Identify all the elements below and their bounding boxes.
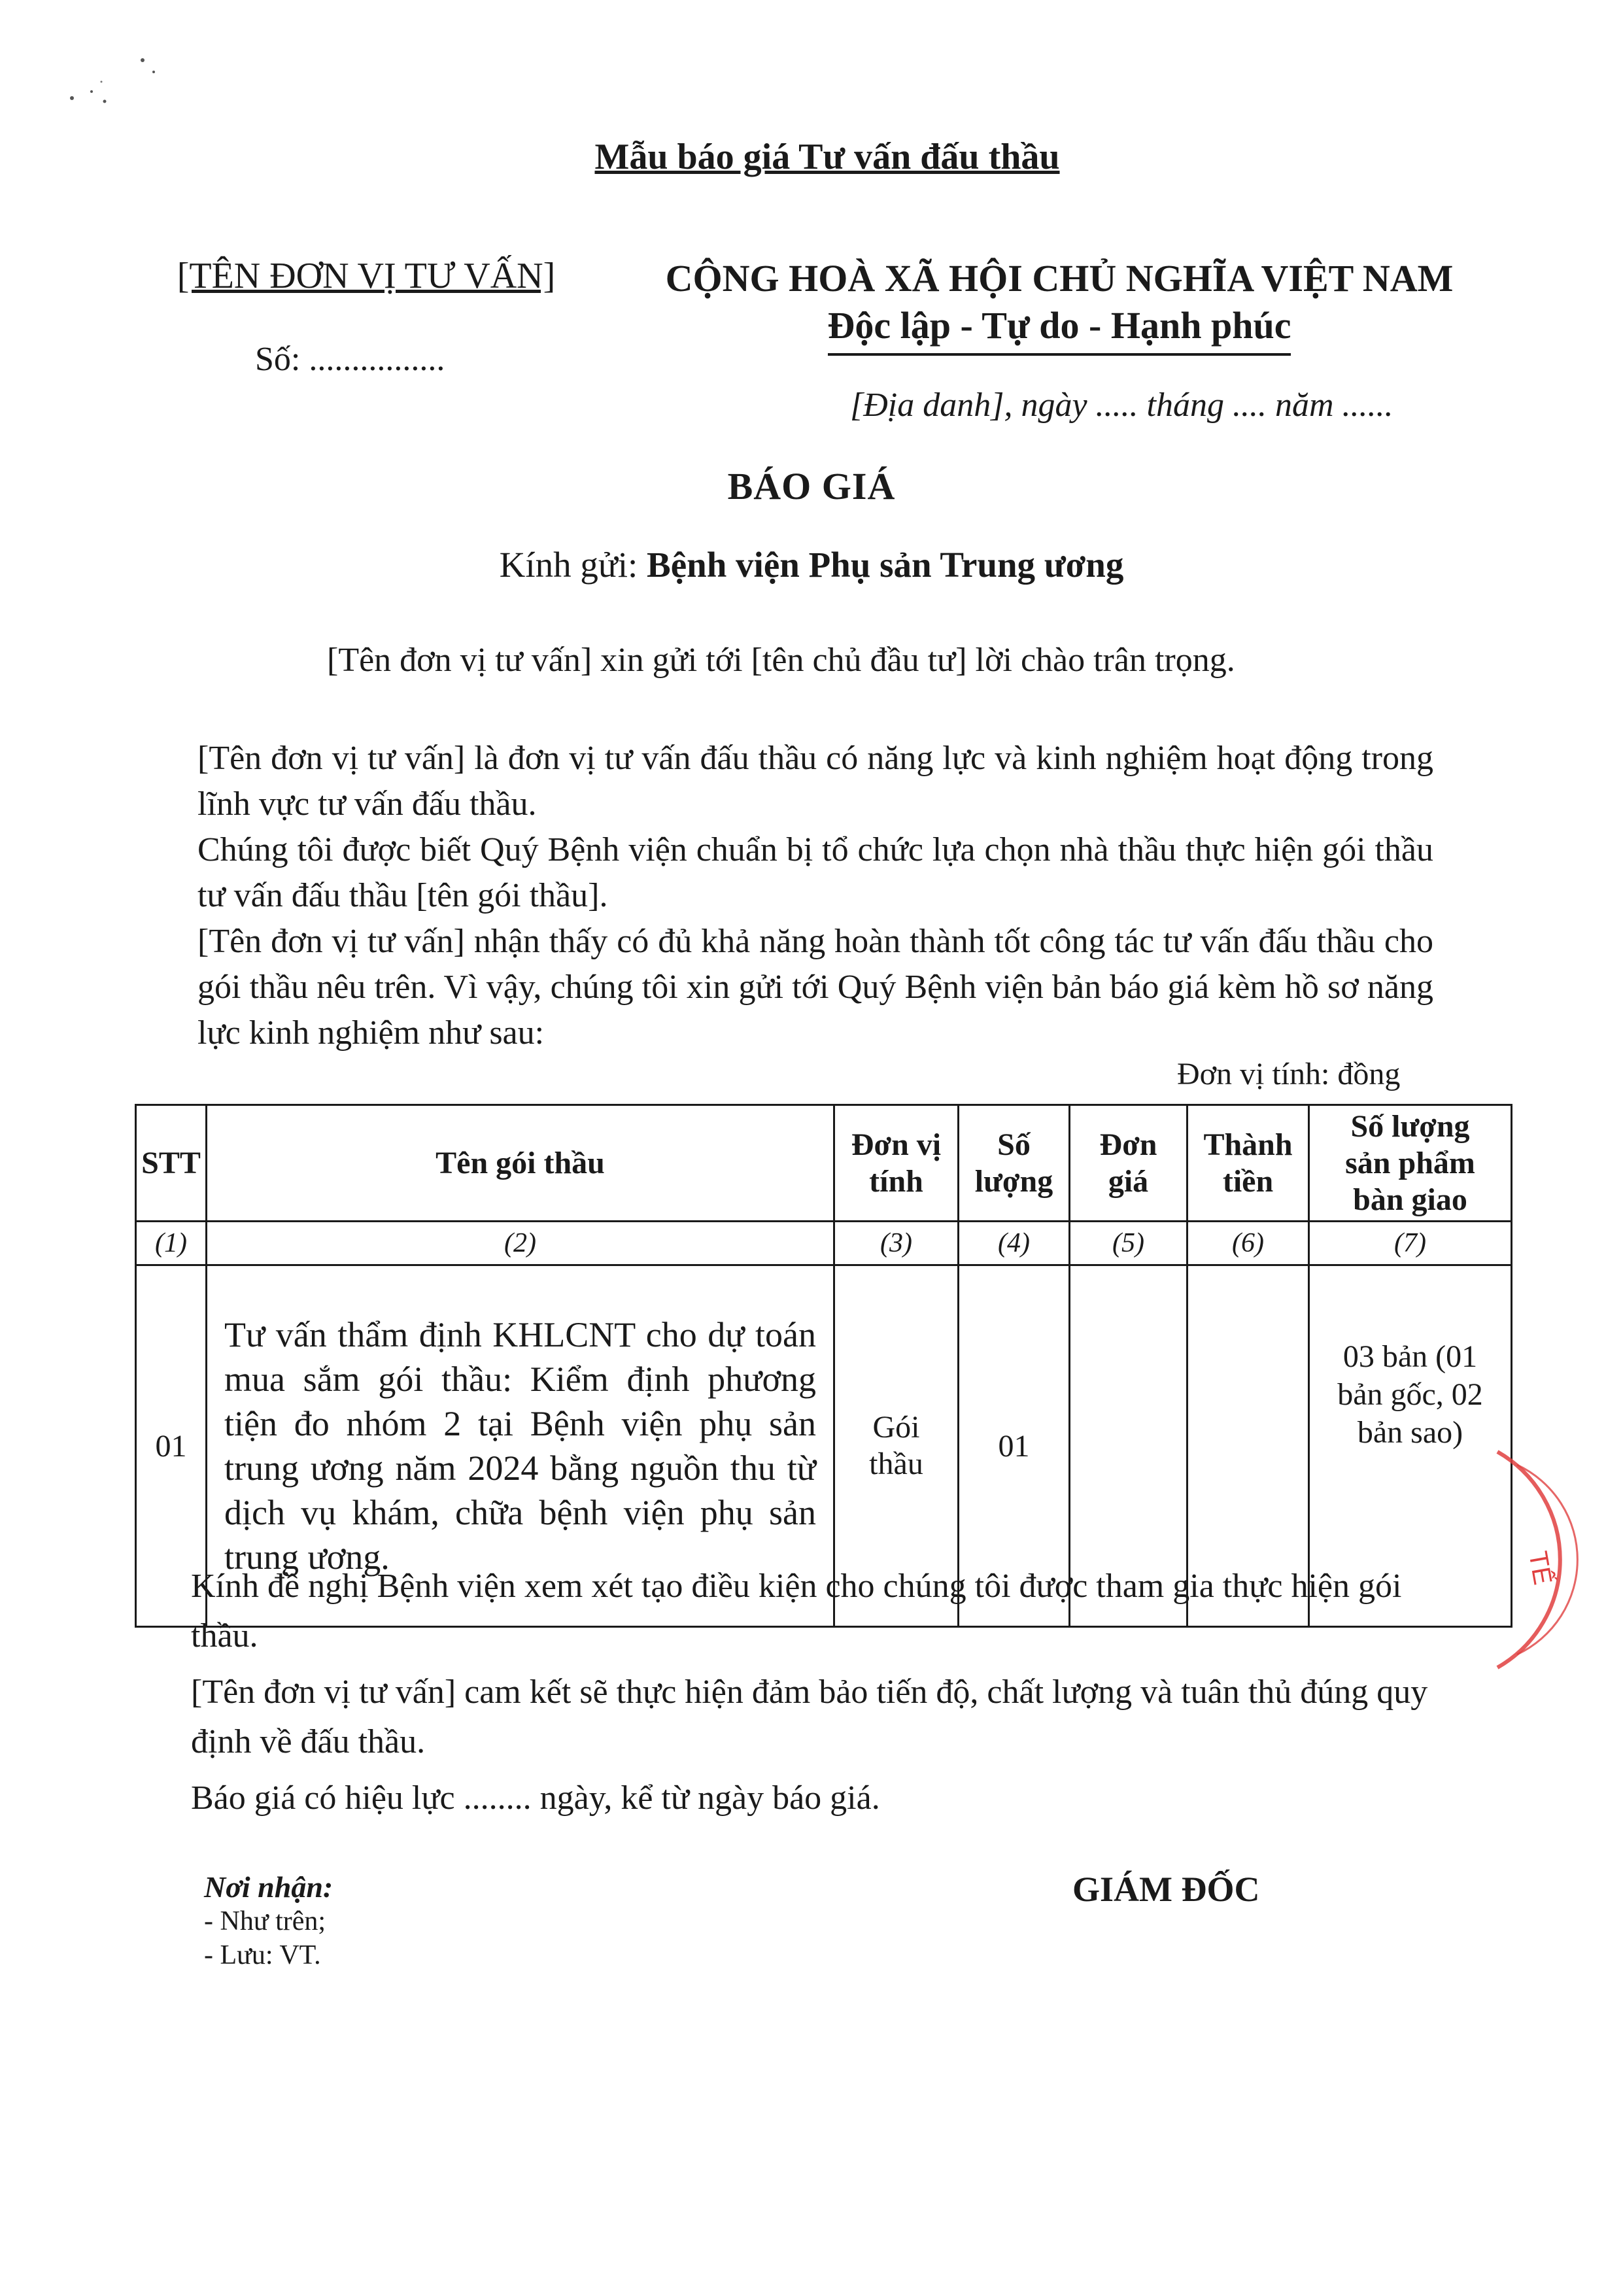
cell-qty: 01 bbox=[959, 1265, 1070, 1627]
col-number: (2) bbox=[207, 1222, 834, 1265]
header-stt: STT bbox=[136, 1105, 207, 1222]
cell-deliverables: 03 bản (01 bản gốc, 02 bản sao) bbox=[1309, 1265, 1512, 1627]
table-header-row bbox=[136, 1105, 1512, 1222]
place-date: [Địa danh], ngày ..... tháng .... năm ...... bbox=[850, 386, 1393, 424]
scan-specks bbox=[65, 52, 170, 111]
closing-paragraphs bbox=[191, 1562, 1446, 1830]
recipient-item: - Như trên; bbox=[204, 1906, 326, 1936]
paragraph: [Tên đơn vị tư vấn] là đơn vị tư vấn đấu thầu có năng lực và kinh nghiệm hoạt động trong lĩnh vực tư vấn đấu thầu. bbox=[197, 740, 1433, 823]
header-deliverables: Số lượng sản phẩm bàn giao bbox=[1309, 1105, 1512, 1222]
motto: Độc lập - Tự do - Hạnh phúc bbox=[828, 302, 1291, 356]
paragraph: [Tên đơn vị tư vấn] nhận thấy có đủ khả năng hoàn thành tốt công tác tư vấn đấu thầu cho gói thầu nêu trên. Vì vậy, chúng tôi xin gửi tới Quý Bệnh viện bản báo giá kèm hồ sơ năng lực kinh nghiệm như sau: bbox=[197, 923, 1433, 1052]
quote-table bbox=[135, 1104, 1512, 1628]
paragraph: Chúng tôi được biết Quý Bệnh viện chuẩn bị tổ chức lựa chọn nhà thầu thực hiện gói thầu tư vấn đấu thầu [tên gói thầu]. bbox=[197, 831, 1433, 914]
header-qty: Số lượng bbox=[959, 1105, 1070, 1222]
org-name: [TÊN ĐƠN VỊ TƯ VẤN] bbox=[177, 256, 556, 296]
unit-note: Đơn vị tính: đồng bbox=[1177, 1057, 1401, 1091]
col-number: (4) bbox=[959, 1222, 1070, 1265]
recipient-item: - Lưu: VT. bbox=[204, 1940, 321, 1970]
nation-name: CỘNG HOÀ XÃ HỘI CHỦ NGHĨA VIỆT NAM bbox=[665, 257, 1454, 300]
cell-stt: 01 bbox=[136, 1265, 207, 1627]
cell-package-name: Tư vấn thẩm định KHLCNT cho dự toán mua sắm gói thầu: Kiểm định phương tiện đo nhóm 2 tại Bệnh viện phụ sản trung ương năm 2024 bằng nguồn thu từ dịch vụ khám, chữa bệnh viện phụ sản trung ương. bbox=[207, 1265, 834, 1627]
signer-title: GIÁM ĐỐC bbox=[1072, 1870, 1260, 1909]
document-number: Số: ................ bbox=[255, 341, 445, 378]
col-number: (3) bbox=[834, 1222, 959, 1265]
column-number-row bbox=[136, 1222, 1512, 1265]
nation-block bbox=[654, 255, 1465, 356]
greeting-recipient: Bệnh viện Phụ sản Trung ương bbox=[647, 545, 1124, 585]
greeting bbox=[0, 544, 1623, 585]
recipients-label: Nơi nhận: bbox=[204, 1870, 333, 1904]
red-stamp-fragment bbox=[1491, 1426, 1622, 1687]
body-paragraphs bbox=[197, 736, 1433, 1056]
stamp-text: TẾ bbox=[1523, 1549, 1558, 1587]
greeting-prefix: Kính gửi: bbox=[499, 545, 647, 585]
cell-unit: Gói thầu bbox=[834, 1265, 959, 1627]
header-total: Thành tiền bbox=[1187, 1105, 1309, 1222]
document-title: BÁO GIÁ bbox=[727, 465, 896, 507]
recipients-block bbox=[204, 1870, 333, 1972]
col-number: (5) bbox=[1070, 1222, 1187, 1265]
header-name: Tên gói thầu bbox=[207, 1105, 834, 1222]
col-number: (6) bbox=[1187, 1222, 1309, 1265]
header-price: Đơn giá bbox=[1070, 1105, 1187, 1222]
paragraph: Kính đề nghị Bệnh viện xem xét tạo điều kiện cho chúng tôi được tham gia thực hiện gói thầu. bbox=[191, 1568, 1402, 1654]
intro-line: [Tên đơn vị tư vấn] xin gửi tới [tên chủ đầu tư] lời chào trân trọng. bbox=[327, 642, 1235, 679]
header-unit: Đơn vị tính bbox=[834, 1105, 959, 1222]
form-title: Mẫu báo giá Tư vấn đấu thầu bbox=[594, 137, 1060, 177]
paragraph: Báo giá có hiệu lực ........ ngày, kể từ ngày báo giá. bbox=[191, 1779, 880, 1817]
paragraph: [Tên đơn vị tư vấn] cam kết sẽ thực hiện đảm bảo tiến độ, chất lượng và tuân thủ đúng quy định về đấu thầu. bbox=[191, 1673, 1428, 1760]
col-number: (7) bbox=[1309, 1222, 1512, 1265]
col-number: (1) bbox=[136, 1222, 207, 1265]
